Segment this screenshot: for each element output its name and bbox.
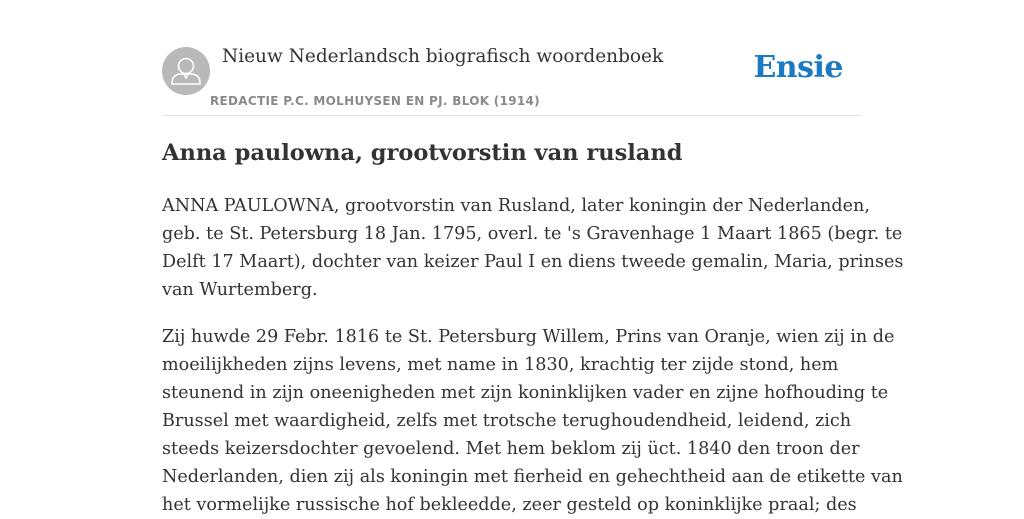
text-line: ANNA PAULOWNA, grootvorstin van Rusland, later koningin der Nederlanden, xyxy=(162,196,870,216)
source-title[interactable]: Nieuw Nederlandsch biografisch woordenboek xyxy=(222,46,664,67)
ensie-logo[interactable]: Ensie xyxy=(753,50,843,85)
entry-paragraph-2 xyxy=(162,323,903,519)
text-line: steeds keizersdochter gevoelend. Met hem beklom zij üct. 1840 den troon der xyxy=(162,439,860,459)
text-line: moeilijkheden zijns levens, met name in 1830, krachtig ter zijde stond, hem xyxy=(162,355,839,375)
entry-paragraph-1 xyxy=(162,192,904,304)
source-editors: REDACTIE P.C. MOLHUYSEN EN PJ. BLOK (1914) xyxy=(210,94,540,108)
text-line: steunend in zijn oneenigheden met zijn koninklijken vader en zijne hofhouding te xyxy=(162,383,889,403)
person-placeholder-icon[interactable] xyxy=(162,47,210,95)
entry-title: Anna paulowna, grootvorstin van rusland xyxy=(162,140,683,166)
text-line: Nederlanden, dien zij als koningin met fierheid en gehechtheid aan de etikette van xyxy=(162,467,903,487)
source-header xyxy=(162,0,862,116)
text-line: Brussel met waardigheid, zelfs met trotsche terughoudendheid, leidend, zich xyxy=(162,411,852,431)
text-line: geb. te St. Petersburg 18 Jan. 1795, overl. te 's Gravenhage 1 Maart 1865 (begr. te xyxy=(162,224,903,244)
text-line: het vormelijke russische hof bekleedde, zeer gesteld op koninklijke praal; des xyxy=(162,495,857,515)
text-line: Zij huwde 29 Febr. 1816 te St. Petersburg Willem, Prins van Oranje, wien zij in de xyxy=(162,327,895,347)
article-page xyxy=(162,0,904,515)
text-line: Delft 17 Maart), dochter van keizer Paul I en diens tweede gemalin, Maria, prinses xyxy=(162,252,904,272)
text-line: van Wurtemberg. xyxy=(162,280,318,300)
